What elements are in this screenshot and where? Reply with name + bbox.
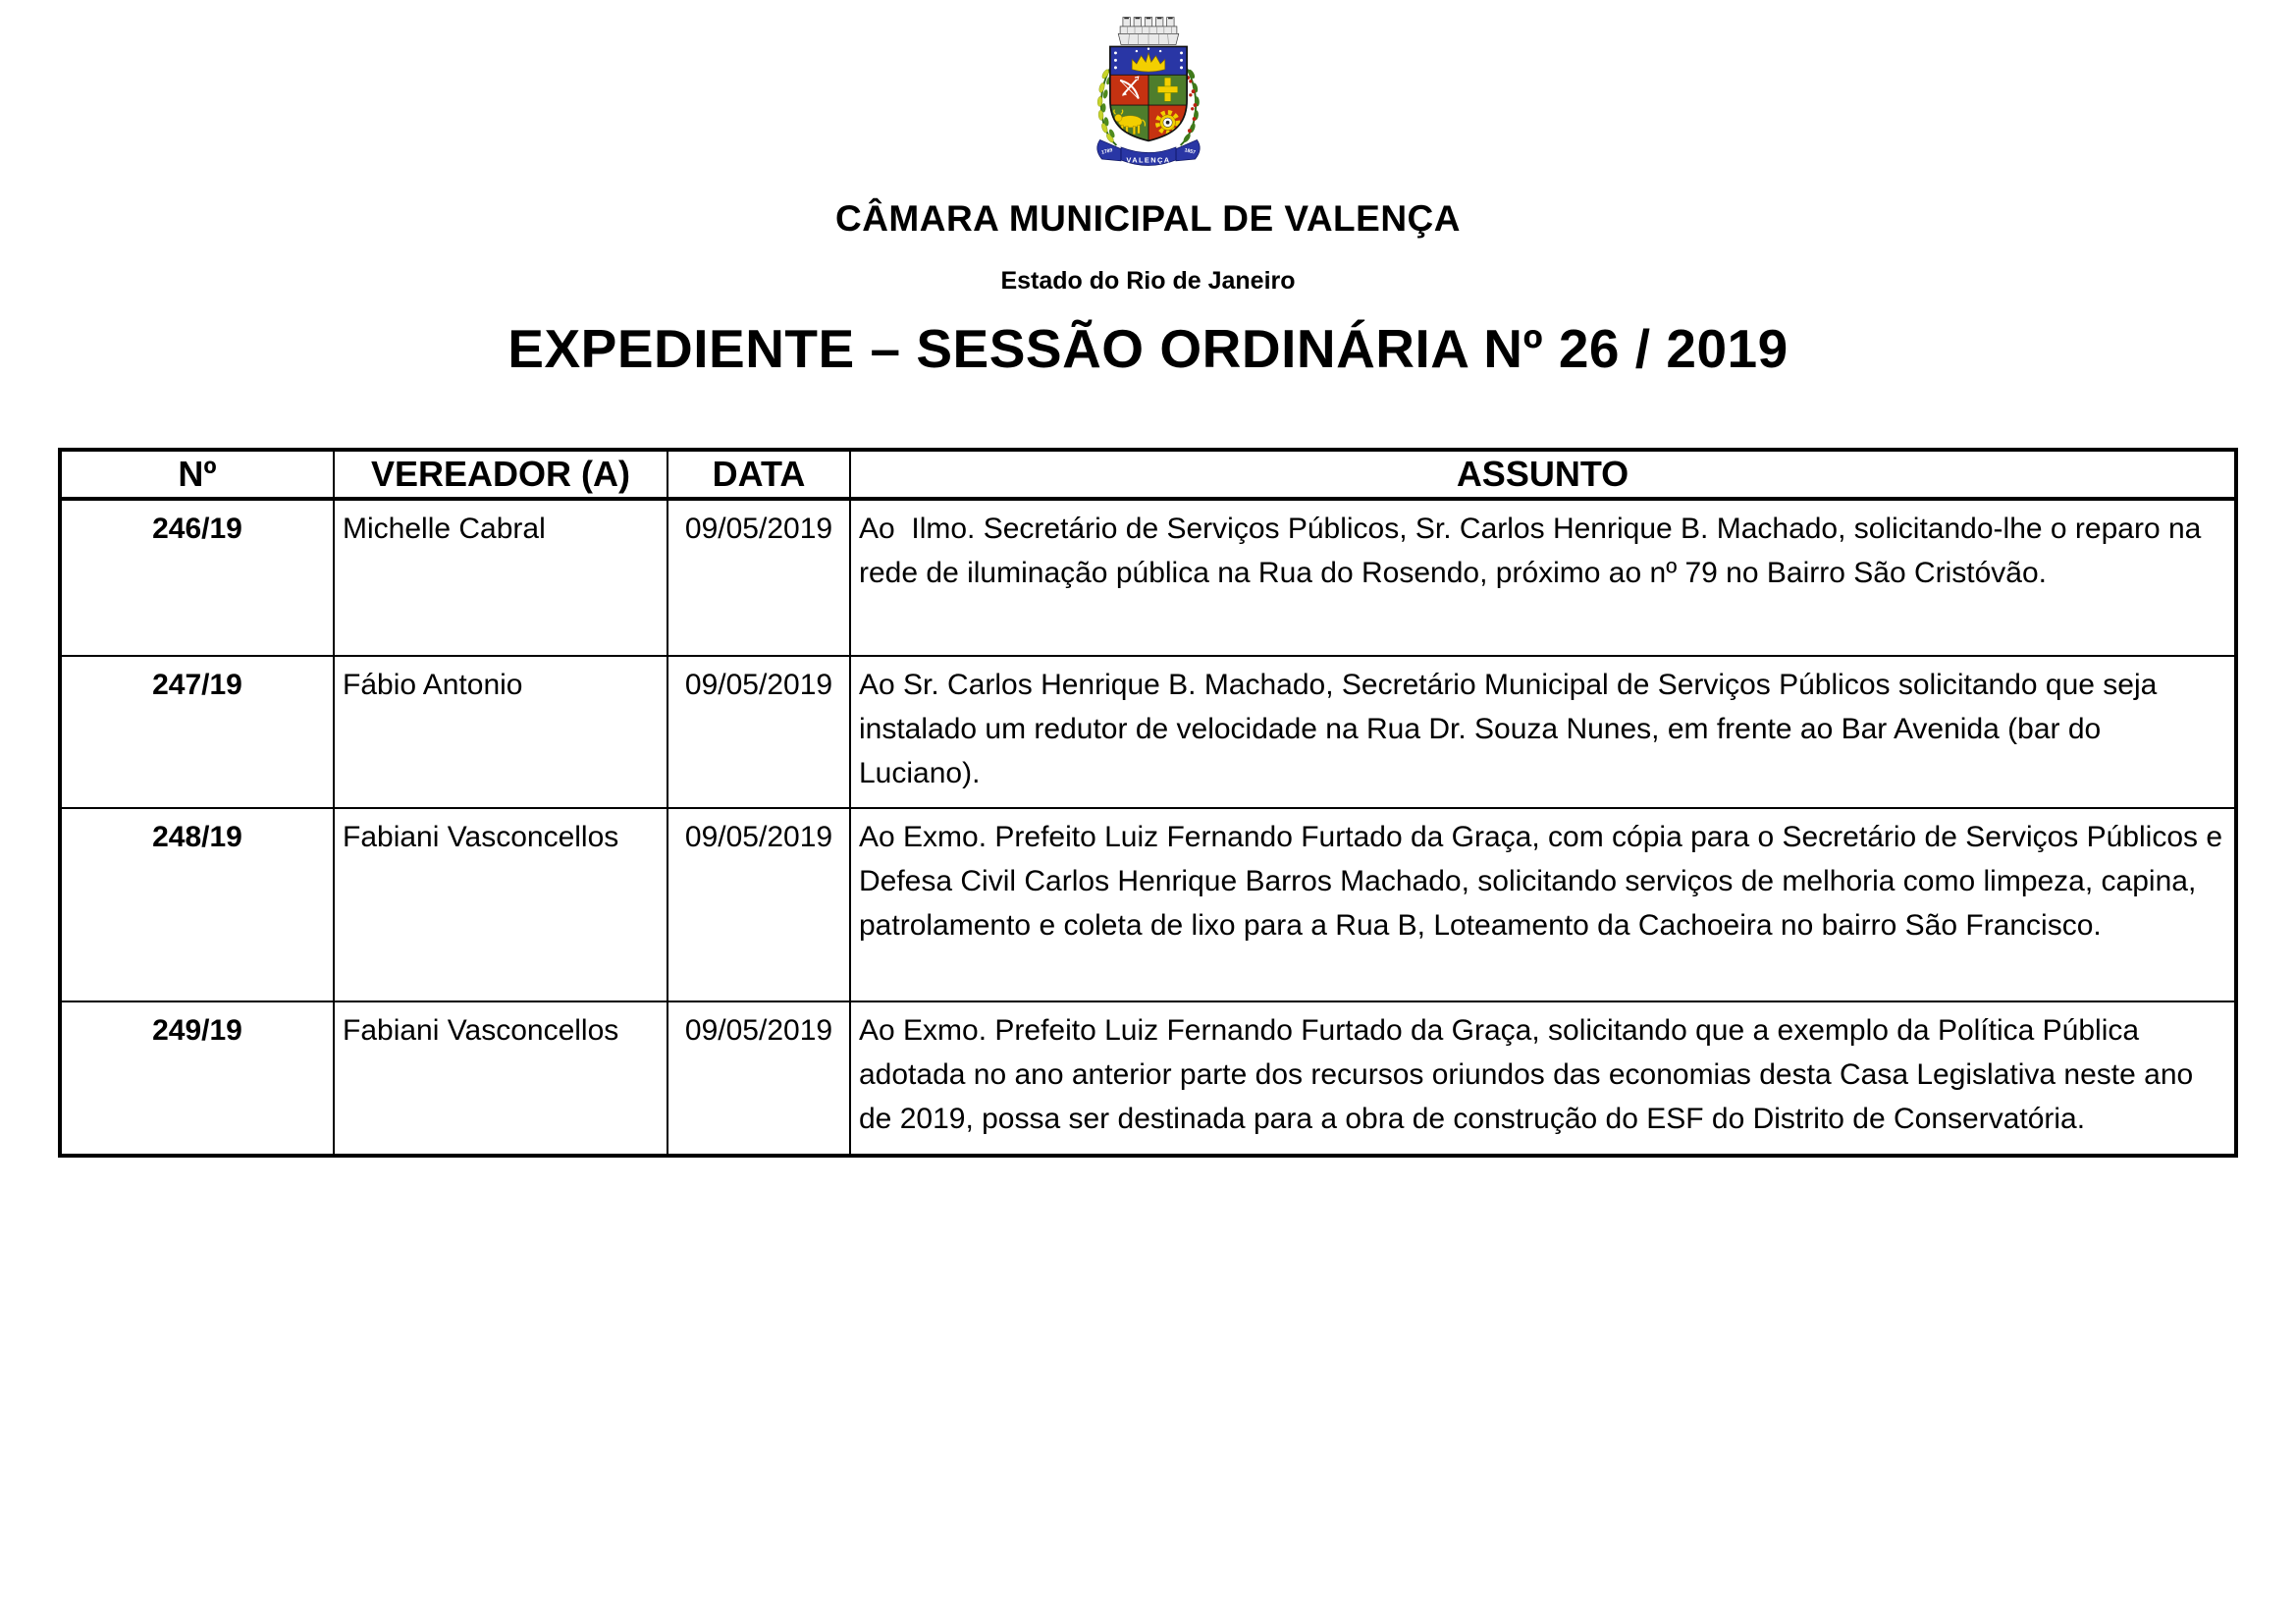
table-row <box>60 1001 2236 1156</box>
cell-data: 09/05/2019 <box>667 499 850 656</box>
column-header-numero: Nº <box>60 450 334 499</box>
cell-vereador: Fábio Antonio <box>334 656 667 808</box>
cell-assunto: Ao Ilmo. Secretário de Serviços Públicos, Sr. Carlos Henrique B. Machado, solicitando-lhe o reparo na rede de iluminação pública na Rua do Rosendo, próximo ao nº 79 no Bairro São Cristóvão. <box>850 499 2236 656</box>
cell-numero: 247/19 <box>60 656 334 808</box>
cell-vereador: Michelle Cabral <box>334 499 667 656</box>
ribbon <box>1096 139 1199 165</box>
table-header-row <box>60 450 2236 499</box>
ribbon-city-name: VALENÇA <box>1125 155 1171 165</box>
ribbon-year-right: 1857 <box>1183 147 1196 156</box>
cell-data: 09/05/2019 <box>667 808 850 1001</box>
ribbon-year-left: 1789 <box>1100 147 1113 156</box>
cell-vereador: Fabiani Vasconcellos <box>334 808 667 1001</box>
cell-assunto: Ao Sr. Carlos Henrique B. Machado, Secretário Municipal de Serviços Públicos solicitando que seja instalado um redutor de velocidade na Rua Dr. Souza Nunes, em frente ao Bar Avenida (bar do Luciano). <box>850 656 2236 808</box>
cell-assunto: Ao Exmo. Prefeito Luiz Fernando Furtado da Graça, com cópia para o Secretário de Serviços Públicos e Defesa Civil Carlos Henrique Barros Machado, solicitando serviços de melhoria como limpeza, capina, patrolamento e coleta de lixo para a Rua B, Loteamento da Cachoeira no bairro São Francisco. <box>850 808 2236 1001</box>
cell-assunto: Ao Exmo. Prefeito Luiz Fernando Furtado da Graça, solicitando que a exemplo da Política Pública adotada no ano anterior parte dos recursos oriundos das economias desta Casa Legislativa neste ano de 2019, possa ser destinada para a obra de construção do ESF do Distrito de Conservatória. <box>850 1001 2236 1156</box>
valenca-coat-of-arms-icon <box>1080 12 1217 178</box>
cell-vereador: Fabiani Vasconcellos <box>334 1001 667 1156</box>
table-wrap <box>58 448 2238 1158</box>
shield <box>1109 46 1186 141</box>
column-header-assunto: ASSUNTO <box>850 450 2236 499</box>
cell-data: 09/05/2019 <box>667 1001 850 1156</box>
doc-title: EXPEDIENTE – SESSÃO ORDINÁRIA Nº 26 / 2019 <box>507 318 1789 379</box>
table-row <box>60 808 2236 1001</box>
mural-crown <box>1118 18 1179 45</box>
cell-data: 09/05/2019 <box>667 656 850 808</box>
cell-numero: 248/19 <box>60 808 334 1001</box>
table-row <box>60 656 2236 808</box>
cell-numero: 249/19 <box>60 1001 334 1156</box>
expediente-table <box>58 448 2238 1158</box>
state-name: Estado do Rio de Janeiro <box>1000 267 1296 295</box>
column-header-vereador: VEREADOR (A) <box>334 450 667 499</box>
cell-numero: 246/19 <box>60 499 334 656</box>
table-row <box>60 499 2236 656</box>
column-header-data: DATA <box>667 450 850 499</box>
org-name: CÂMARA MUNICIPAL DE VALENÇA <box>834 198 1461 239</box>
